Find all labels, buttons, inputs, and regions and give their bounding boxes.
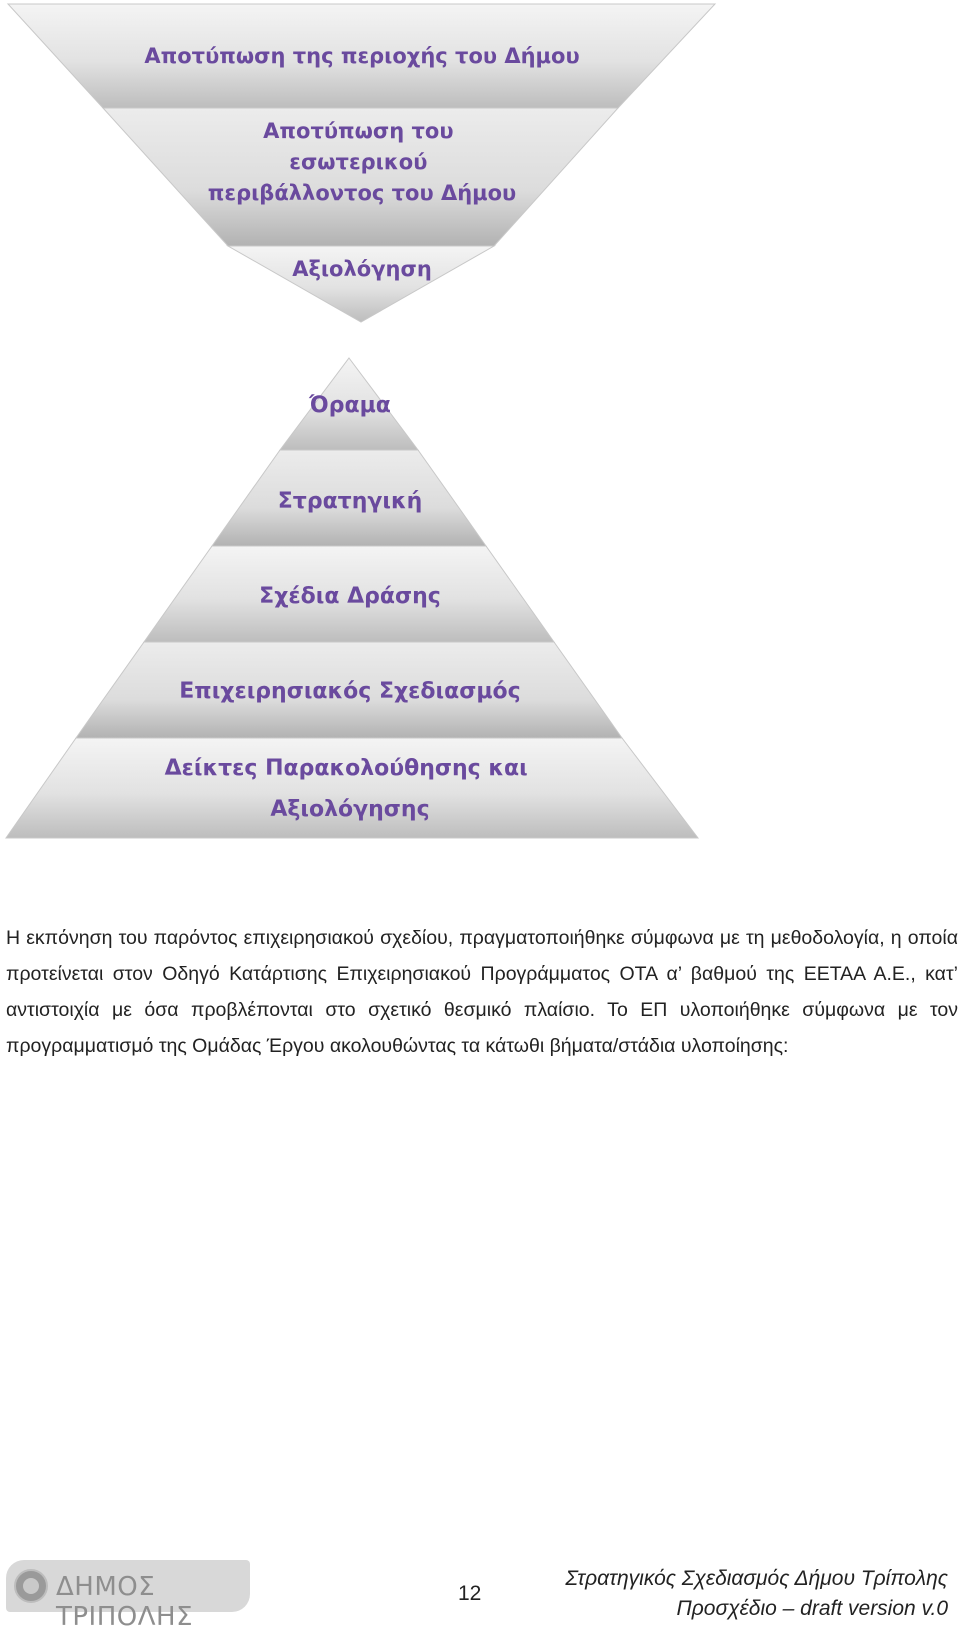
municipality-logo xyxy=(6,1560,250,1632)
inverted-label-internal-1: Αποτύπωση του xyxy=(263,119,454,143)
pyramid xyxy=(6,358,698,838)
pyramid-label-operational-planning: Επιχειρησιακός Σχεδιασμός xyxy=(179,679,521,704)
methodology-diagram xyxy=(0,0,720,860)
footer-title xyxy=(565,1564,948,1624)
pyramid-band-5 xyxy=(6,738,698,838)
page-number: 12 xyxy=(458,1582,482,1605)
inverted-label-area: Αποτύπωση της περιοχής του Δήμου xyxy=(144,44,580,68)
svg-text:Σχέδια Δράσης xyxy=(259,584,441,609)
pyramid-label-indicators-1: Δείκτες Παρακολούθησης και xyxy=(164,756,528,781)
footer-title-line-2: Προσχέδιο – draft version v.0 xyxy=(676,1597,948,1620)
svg-text:Στρατηγική xyxy=(278,489,422,514)
svg-text:Επιχειρησιακός Σχεδιασμός xyxy=(179,679,520,704)
pyramid-label-indicators-2: Αξιολόγησης xyxy=(270,797,430,822)
logo-text: ΔΗΜΟΣ ΤΡΙΠΟΛΗΣ xyxy=(56,1572,194,1632)
inverted-label-internal-3: περιβάλλοντος του Δήμου xyxy=(207,181,517,205)
paragraph-methodology: Η εκπόνηση του παρόντος επιχειρησιακού σχεδίου, πραγματοποιήθηκε σύμφωνα με τη μεθοδολογία, η οποία προτείνεται στον Οδηγό Κατάρτισης Επιχειρησιακού Προγράμματος ΟΤΑ α’ βαθμού της ΕΕΤΑΑ Α.Ε., κατ’ αντιστοιχία με όσα προβλέπονται στο σχετικό θεσμικό πλαίσιο. xyxy=(6,927,958,1021)
pyramid-label-strategy: Στρατηγική xyxy=(277,489,423,514)
body-text xyxy=(6,920,958,1064)
pyramid-label-action-plans: Σχέδια Δράσης xyxy=(259,584,441,609)
footer-title-line-1: Στρατηγικός Σχεδιασμός Δήμου Τρίπολης xyxy=(565,1567,948,1590)
svg-text:Αξιολόγηση xyxy=(292,257,432,281)
paragraph-implementation: Το ΕΠ υλοποιήθηκε σύμφωνα με τον προγραμματισμό της Ομάδας Έργου ακολουθώντας τα κάτωθι βήματα/στάδια υλοποίησης: xyxy=(6,999,958,1057)
svg-text:Όραμα xyxy=(308,393,391,418)
pyramid-label-vision: Όραμα xyxy=(309,393,391,418)
inverted-label-evaluation: Αξιολόγηση xyxy=(292,257,432,281)
municipality-seal-icon xyxy=(14,1569,48,1603)
svg-text:Αποτύπωση της περιοχής του Δήμ xyxy=(144,44,579,68)
inverted-label-internal-2: εσωτερικού xyxy=(289,150,428,174)
inverted-triangle xyxy=(8,4,715,322)
